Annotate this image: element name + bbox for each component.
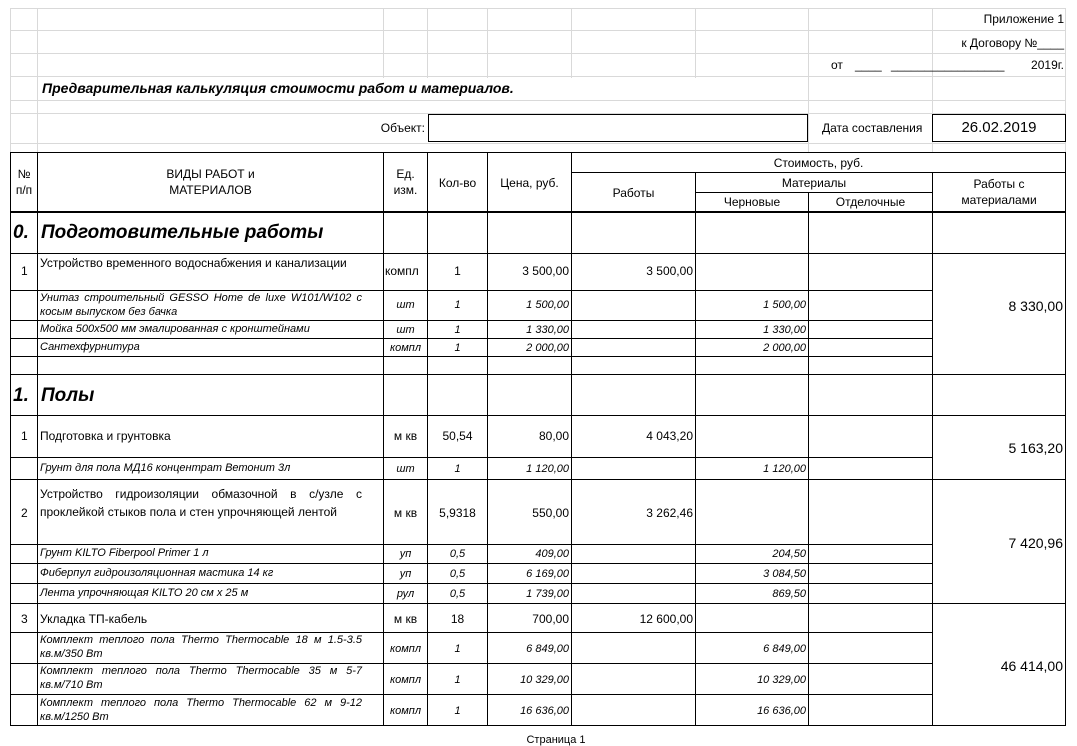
item-works: 3 262,46 xyxy=(646,506,693,520)
item-name: Устройство гидроизоляции обмазочной в с/узле с проклейкой стыков пола и стен упрочняющей лентой xyxy=(40,487,362,519)
col-num-header: № п/п xyxy=(15,167,33,197)
item-total: 8 330,00 xyxy=(1008,298,1063,314)
item-num: 3 xyxy=(21,612,28,626)
object-field[interactable] xyxy=(428,114,808,142)
material-price: 1 500,00 xyxy=(526,299,569,311)
material-unit: уп xyxy=(399,568,412,580)
material-qty: 1 xyxy=(454,299,461,311)
col-works-header: Работы xyxy=(612,186,655,200)
material-qty: 1 xyxy=(454,674,461,686)
item-total: 5 163,20 xyxy=(1008,440,1063,456)
material-unit: компл xyxy=(389,674,422,686)
col-qty-header: Кол-во xyxy=(438,176,477,190)
material-qty: 0,5 xyxy=(449,588,466,600)
material-rough: 1 120,00 xyxy=(763,463,806,475)
page-number: Страница 1 xyxy=(526,734,586,746)
item-price: 80,00 xyxy=(538,429,569,443)
material-qty: 0,5 xyxy=(449,548,466,560)
material-unit: компл xyxy=(389,705,422,717)
item-works: 4 043,20 xyxy=(646,429,693,443)
material-rough: 10 329,00 xyxy=(757,674,806,686)
page-title: Предварительная калькуляция стоимости работ и материалов. xyxy=(42,80,514,96)
item-num: 1 xyxy=(21,264,28,278)
item-qty: 50,54 xyxy=(442,429,473,443)
material-unit: уп xyxy=(399,548,412,560)
material-rough: 2 000,00 xyxy=(763,342,806,354)
material-price: 409,00 xyxy=(535,548,569,560)
item-works: 12 600,00 xyxy=(639,612,693,626)
section-title: Подготовительные работы xyxy=(41,222,324,243)
col-cost-header: Стоимость, руб. xyxy=(773,156,864,170)
date-field[interactable]: 26.02.2019 xyxy=(932,114,1066,142)
from-blank-short: ____ xyxy=(855,58,882,72)
material-name: Грунт KILTO Fiberpool Primer 1 л xyxy=(40,547,209,559)
material-rough: 204,50 xyxy=(772,548,806,560)
appendix-label: Приложение 1 xyxy=(983,12,1064,26)
material-name: Грунт для пола МД16 концентрат Ветонит 3л xyxy=(40,462,291,474)
material-qty: 1 xyxy=(454,342,461,354)
material-name: Мойка 500х500 мм эмалированная с кронштейнами xyxy=(40,323,310,335)
material-qty: 0,5 xyxy=(449,568,466,580)
material-unit: шт xyxy=(396,324,415,336)
material-qty: 1 xyxy=(454,705,461,717)
material-rough: 1 500,00 xyxy=(763,299,806,311)
material-unit: рул xyxy=(396,588,415,600)
item-price: 700,00 xyxy=(532,612,569,626)
item-name: Подготовка и грунтовка xyxy=(40,429,171,443)
material-price: 10 329,00 xyxy=(520,674,569,686)
material-price: 1 739,00 xyxy=(526,588,569,600)
material-rough: 3 084,50 xyxy=(763,568,806,580)
material-name: Унитаз строительный GESSO Home de luxe W101/W102 с косым выпуском без бачка xyxy=(40,292,362,318)
material-rough: 869,50 xyxy=(772,588,806,600)
material-price: 1 120,00 xyxy=(526,463,569,475)
col-rough-header: Черновые xyxy=(723,195,781,209)
material-unit: шт xyxy=(396,299,415,311)
item-qty: 18 xyxy=(450,612,465,626)
material-price: 1 330,00 xyxy=(526,324,569,336)
material-name: Комплект теплого пола Thermo Thermocable 18 м 1.5-3.5 кв.м/350 Вт xyxy=(40,634,362,660)
item-works: 3 500,00 xyxy=(646,264,693,278)
item-total: 46 414,00 xyxy=(1000,658,1063,674)
object-label: Объект: xyxy=(380,121,425,135)
material-price: 16 636,00 xyxy=(520,705,569,717)
from-blank-long: _________________ xyxy=(891,58,1005,72)
material-name: Комплект теплого пола Thermo Thermocable 35 м 5-7 кв.м/710 Вт xyxy=(40,665,362,691)
material-name: Фиберпул гидроизоляционная мастика 14 кг xyxy=(40,567,274,579)
material-rough: 1 330,00 xyxy=(763,324,806,336)
item-price: 3 500,00 xyxy=(522,264,569,278)
material-unit: компл xyxy=(389,342,422,354)
material-name: Комплект теплого пола Thermo Thermocable 62 м 9-12 кв.м/1250 Вт xyxy=(40,697,362,723)
item-total: 7 420,96 xyxy=(1008,535,1063,551)
material-qty: 1 xyxy=(454,643,461,655)
section-code: 0. xyxy=(13,222,29,243)
contract-label: к Договору №____ xyxy=(961,36,1064,50)
item-price: 550,00 xyxy=(532,506,569,520)
material-rough: 6 849,00 xyxy=(763,643,806,655)
item-name: Устройство временного водоснабжения и канализации xyxy=(40,256,347,270)
material-qty: 1 xyxy=(454,324,461,336)
material-name: Лента упрочняющая KILTO 20 см х 25 м xyxy=(40,587,249,599)
item-name: Укладка ТП-кабель xyxy=(40,612,148,626)
item-qty: 1 xyxy=(454,264,461,278)
item-num: 2 xyxy=(21,506,28,520)
material-rough: 16 636,00 xyxy=(757,705,806,717)
col-unit-header: Ед. изм. xyxy=(393,167,418,197)
year-label: 2019г. xyxy=(1031,58,1064,72)
from-label: от xyxy=(831,58,843,72)
material-qty: 1 xyxy=(454,463,461,475)
item-unit: компл xyxy=(385,264,419,278)
section-title: Полы xyxy=(41,385,95,406)
item-unit: м кв xyxy=(393,612,418,626)
item-unit: м кв xyxy=(393,506,418,520)
material-price: 6 169,00 xyxy=(526,568,569,580)
col-materials-header: Материалы xyxy=(781,176,847,190)
material-price: 2 000,00 xyxy=(526,342,569,354)
material-name: Сантехфурнитура xyxy=(40,341,140,353)
material-unit: шт xyxy=(396,463,415,475)
item-qty: 5,9318 xyxy=(439,506,476,520)
col-price-header: Цена, руб. xyxy=(500,176,559,190)
section-code: 1. xyxy=(13,385,29,406)
material-unit: компл xyxy=(389,643,422,655)
col-total-header: Работы с материалами xyxy=(961,177,1037,207)
col-finish-header: Отделочные xyxy=(835,195,906,209)
date-label: Дата составления xyxy=(822,121,923,135)
item-unit: м кв xyxy=(393,429,418,443)
col-name-header: ВИДЫ РАБОТ и МАТЕРИАЛОВ xyxy=(166,167,255,197)
item-num: 1 xyxy=(21,429,28,443)
material-price: 6 849,00 xyxy=(526,643,569,655)
